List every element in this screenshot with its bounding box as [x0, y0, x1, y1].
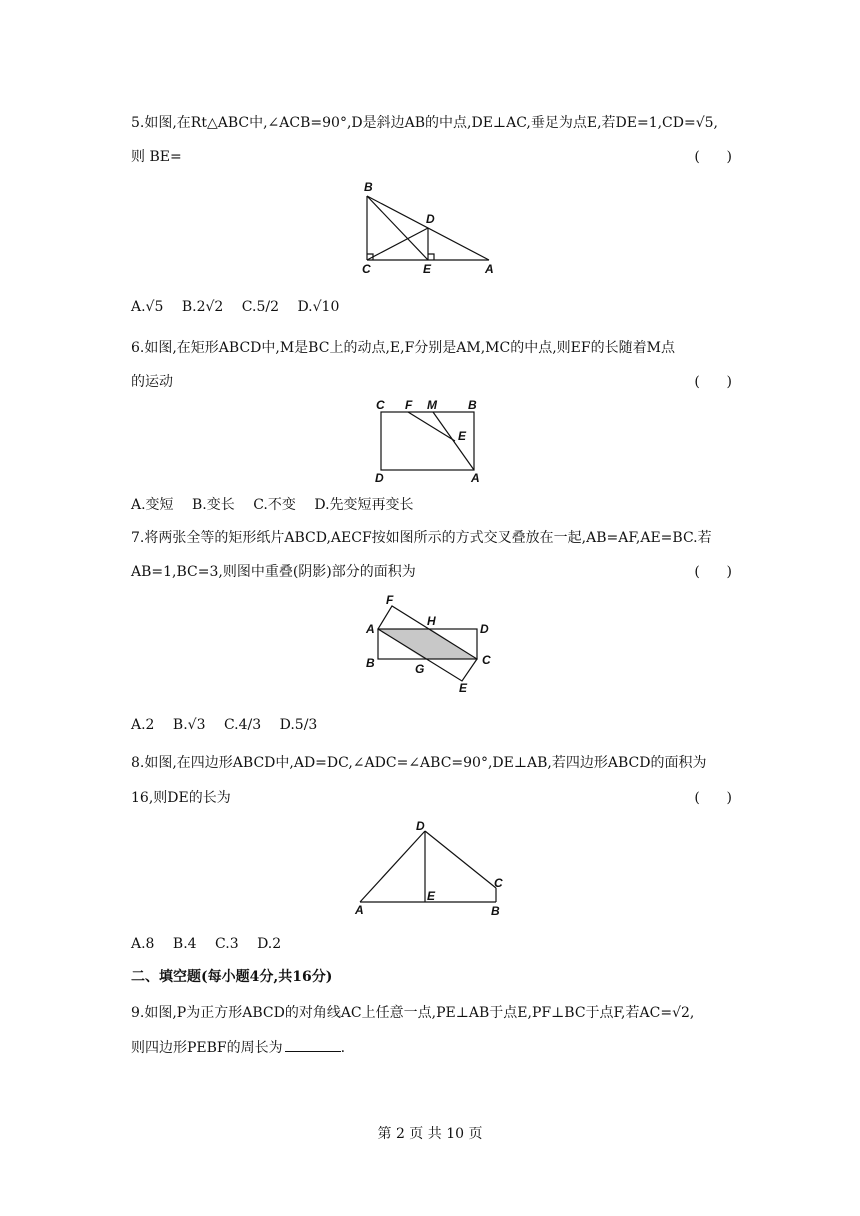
q5-answer-paren: ( )	[694, 149, 732, 165]
q8-option-a: A.8	[131, 936, 155, 952]
q5-option-a: A.√5	[131, 299, 164, 315]
q7-label-f: F	[386, 593, 394, 607]
q7-label-d: D	[480, 622, 489, 636]
q7-answer-paren: ( )	[694, 564, 732, 580]
q5-label-e: E	[423, 262, 432, 276]
q5-label-b: B	[364, 180, 373, 194]
q5-label-d: D	[426, 212, 435, 226]
q8-label-a: A	[355, 903, 364, 917]
q5-figure	[355, 178, 515, 278]
q7-label-c: C	[482, 653, 491, 667]
q7-stem-line1: 7.将两张全等的矩形纸片ABCD,AECF按如图所示的方式交叉叠放在一起,AB=AF,AE=BC.若	[131, 530, 712, 546]
q7-label-e: E	[459, 681, 468, 695]
q8-label-b: B	[491, 904, 500, 918]
page-footer: 第 2 页 共 10 页	[377, 1126, 483, 1142]
q6-label-a: A	[471, 471, 480, 485]
q9-stem-end: .	[340, 1040, 346, 1056]
q5-stem-line1: 5.如图,在Rt△ABC中,∠ACB=90°,D是斜边AB的中点,DE⊥AC,垂足为点E,若DE=1,CD=√5,	[131, 115, 719, 131]
q6-option-b: B.变长	[192, 497, 235, 513]
q7-options	[131, 715, 331, 735]
q7-option-a: A.2	[131, 717, 155, 733]
q6-answer-paren: ( )	[694, 374, 732, 390]
q6-option-a: A.变短	[131, 497, 174, 513]
q6-label-f: F	[405, 398, 413, 412]
q7-stem-line2: AB=1,BC=3,则图中重叠(阴影)部分的面积为	[131, 564, 416, 580]
q6-figure	[370, 396, 490, 486]
q5-label-a: A	[485, 262, 494, 276]
q5-options	[131, 297, 353, 317]
q7-label-h: H	[427, 614, 436, 628]
q7-option-d: D.5/3	[279, 717, 318, 733]
q5-option-c: C.5/2	[241, 299, 279, 315]
q5-label-c: C	[362, 262, 371, 276]
q9-stem-line2	[131, 1037, 345, 1058]
q6-label-d: D	[375, 471, 384, 485]
q5-option-b: B.2√2	[181, 299, 224, 315]
q6-stem-line2: 的运动	[131, 374, 173, 390]
q8-label-c: C	[494, 876, 503, 890]
q7-option-c: C.4/3	[223, 717, 262, 733]
q6-option-c: C.不变	[253, 497, 296, 513]
q6-label-m: M	[427, 398, 437, 412]
q8-option-b: B.4	[172, 936, 197, 952]
q6-label-b: B	[468, 398, 477, 412]
q9-answer-blank	[285, 1037, 341, 1052]
q9-stem-line1: 9.如图,P为正方形ABCD的对角线AC上任意一点,PE⊥AB于点E,PF⊥BC于点F,若AC=√2,	[131, 1005, 695, 1021]
q6-options	[131, 495, 428, 515]
q6-label-c: C	[376, 398, 385, 412]
q5-option-d: D.√10	[297, 299, 340, 315]
q8-label-e: E	[427, 889, 436, 903]
q8-label-d: D	[416, 819, 425, 833]
q8-option-c: C.3	[215, 936, 239, 952]
q9-stem-text: 则四边形PEBF的周长为	[131, 1040, 283, 1056]
q7-label-a: A	[366, 622, 375, 636]
q7-figure	[362, 592, 502, 702]
q8-stem-line2: 16,则DE的长为	[131, 790, 231, 806]
q7-label-b: B	[366, 656, 375, 670]
q6-stem-line1: 6.如图,在矩形ABCD中,M是BC上的动点,E,F分别是AM,MC的中点,则EF的长随着M点	[131, 340, 675, 356]
q8-option-d: D.2	[257, 936, 282, 952]
q7-label-g: G	[415, 662, 425, 676]
q7-option-b: B.√3	[172, 717, 206, 733]
section-title: 二、填空题(每小题4分,共16分)	[131, 969, 333, 985]
q8-answer-paren: ( )	[694, 790, 732, 806]
q8-stem-line1: 8.如图,在四边形ABCD中,AD=DC,∠ADC=∠ABC=90°,DE⊥AB,若四边形ABCD的面积为	[131, 755, 707, 771]
q8-figure	[350, 820, 510, 920]
q5-stem-line2: 则 BE=	[131, 149, 182, 165]
q6-option-d: D.先变短再变长	[314, 497, 414, 513]
q8-options	[131, 934, 295, 954]
q6-label-e: E	[458, 429, 467, 443]
